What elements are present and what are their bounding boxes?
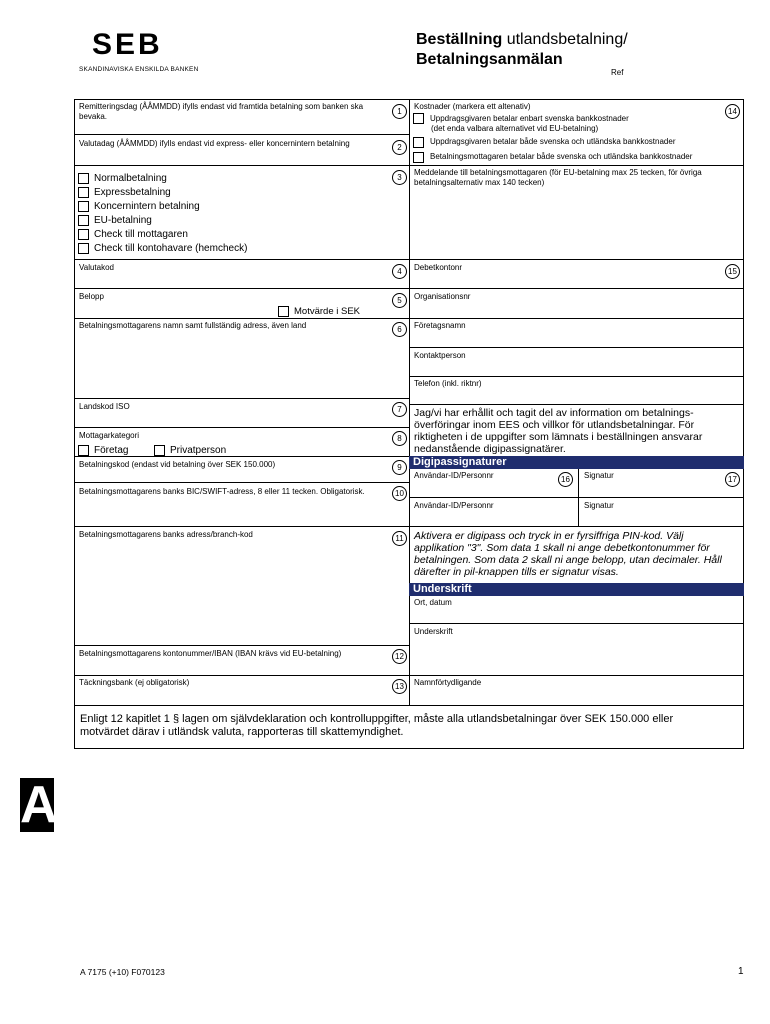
payment-code-label: Betalningskod (endast vid betalning över SEK 150.000) — [79, 460, 276, 469]
bic-swift-label: Betalningsmottagarens banks BIC/SWIFT-adress, 8 eller 11 tecken. Obligatorisk. — [79, 487, 365, 496]
user-id-label-1: Användar-ID/Personnr — [414, 471, 494, 480]
field-number-2: 2 — [392, 140, 407, 155]
field-number-9: 9 — [392, 460, 407, 475]
field-number-14: 14 — [725, 104, 740, 119]
field-number-16: 16 — [558, 472, 573, 487]
field-number-6: 6 — [392, 322, 407, 337]
checkbox[interactable] — [78, 173, 89, 184]
checkbox[interactable] — [78, 445, 89, 456]
checkbox[interactable] — [154, 445, 165, 456]
ref-label: Ref — [611, 68, 624, 77]
user-id-label-2: Användar-ID/Personnr — [414, 501, 494, 510]
field-number-13: 13 — [392, 679, 407, 694]
checkbox[interactable] — [78, 229, 89, 240]
sek-equivalent-checkbox[interactable]: Motvärde i SEK — [278, 304, 360, 318]
org-number-label: Organisationsnr — [414, 292, 471, 301]
company-name-label: Företagsnamn — [414, 321, 466, 330]
form-letter-marker: A — [20, 776, 58, 834]
page-number: 1 — [738, 966, 744, 977]
field-number-4: 4 — [392, 264, 407, 279]
checkbox[interactable] — [78, 243, 89, 254]
digipass-header: Digipassignaturer — [409, 456, 744, 469]
checkbox[interactable] — [413, 152, 424, 163]
message-label: Meddelande till betalningsmottagaren (för EU-betalning max 25 tecken, för övriga betalningsalternativ max 140 tecken) — [414, 168, 702, 187]
checkbox[interactable] — [78, 187, 89, 198]
digipass-instruction: Aktivera er digipass och tryck in er fyrsiffriga PIN-kod. Välj applikation "3". Som data 1 skall ni ange debetkontonummer för betalningen. Som data 2 skall ni ange belopp, utan decimaler. Håll därefter in pil-knappen tills er signatur visas. — [414, 530, 722, 578]
field-number-7: 7 — [392, 402, 407, 417]
contact-person-label: Kontaktperson — [414, 351, 466, 360]
field-number-1: 1 — [392, 104, 407, 119]
signature-header: Underskrift — [409, 583, 744, 596]
option-sender-all-costs[interactable]: Uppdragsgivaren betalar både svenska och utländska bankkostnader — [413, 135, 692, 149]
seb-logo: SEB — [92, 28, 163, 61]
signature-label: Underskrift — [414, 627, 453, 636]
option-check-recipient[interactable]: Check till mottagaren — [78, 227, 247, 241]
option-normal-payment[interactable]: Normalbetalning — [78, 171, 247, 185]
bank-address-label: Betalningsmottagarens banks adress/branch-kod — [79, 530, 253, 539]
iban-label: Betalningsmottagarens kontonummer/IBAN (IBAN krävs vid EU-betalning) — [79, 649, 342, 658]
form-code: A 7175 (+10) F070123 — [80, 967, 165, 977]
name-clarification-label: Namnförtydligande — [414, 678, 482, 687]
checkbox[interactable] — [278, 306, 289, 317]
checkbox[interactable] — [78, 215, 89, 226]
field-number-12: 12 — [392, 649, 407, 664]
field-number-5: 5 — [392, 293, 407, 308]
debit-account-label: Debetkontonr — [414, 263, 463, 272]
checkbox[interactable] — [413, 137, 424, 148]
cost-options — [413, 113, 692, 165]
costs-label: Kostnader (markera ett altenativ) — [414, 102, 531, 111]
signature-label-2: Signatur — [584, 501, 614, 510]
bank-name: SKANDINAVISKA ENSKILDA BANKEN — [79, 66, 199, 73]
phone-label: Telefon (inkl. riktnr) — [414, 379, 482, 388]
place-date-label: Ort, datum — [414, 598, 452, 607]
country-code-label: Landskod ISO — [79, 402, 130, 411]
option-intragroup-payment[interactable]: Koncernintern betalning — [78, 199, 247, 213]
remittance-date-label: Remitteringsdag (ÅÅMMDD) ifylls endast vid framtida betalning som banken ska bevaka. — [79, 102, 364, 121]
checkbox[interactable] — [413, 113, 424, 124]
value-date-label: Valutadag (ÅÅMMDD) ifylls endast vid express- eller koncernintern betalning — [79, 139, 350, 148]
tax-reporting-notice: Enligt 12 kapitlet 1 § lagen om självdeklaration och kontrolluppgifter, måste alla utlandsbetalningar över SEK 150.000 eller motvärdet därav i utländsk valuta, rapporteras till skattemyndighet. — [80, 713, 674, 738]
cover-bank-label: Täckningsbank (ej obligatorisk) — [79, 678, 190, 687]
amount-label: Belopp — [79, 292, 104, 301]
option-eu-payment[interactable]: EU-betalning — [78, 213, 247, 227]
eu-note: (det enda valbara alternativet vid EU-betalning) — [431, 124, 599, 133]
signature-label-1: Signatur — [584, 471, 614, 480]
option-recipient-all-costs[interactable]: Betalningsmottagaren betalar både svenska och utländska bankkostnader — [413, 149, 692, 165]
option-express-payment[interactable]: Expressbetalning — [78, 185, 247, 199]
agreement-text: Jag/vi har erhållit och tagit del av information om betalnings-överföringar inom EES och villkor för utlandsbetalningar. För riktigheten i de uppgifter som lämnats i beställningen ansvarar nedanstående digipassignatärer. — [414, 407, 703, 455]
page-title: Beställning utlandsbetalning/ Betalningsanmälan — [416, 31, 628, 68]
field-number-3: 3 — [392, 170, 407, 185]
currency-code-label: Valutakod — [79, 263, 114, 272]
payment-type-group — [78, 171, 247, 255]
field-number-11: 11 — [392, 531, 407, 546]
field-number-8: 8 — [392, 431, 407, 446]
field-number-10: 10 — [392, 486, 407, 501]
checkbox[interactable] — [78, 201, 89, 212]
recipient-category-label: Mottagarkategori — [79, 431, 140, 440]
field-number-15: 15 — [725, 264, 740, 279]
option-private-person[interactable]: Privatperson — [154, 443, 226, 457]
field-number-17: 17 — [725, 472, 740, 487]
recipient-name-label: Betalningsmottagarens namn samt fullständig adress, även land — [79, 321, 307, 330]
option-sender-swedish-costs[interactable]: Uppdragsgivaren betalar enbart svenska bankkostnader — [413, 113, 692, 124]
option-check-account-holder[interactable]: Check till kontohavare (hemcheck) — [78, 241, 247, 255]
option-company[interactable]: Företag — [78, 443, 128, 457]
